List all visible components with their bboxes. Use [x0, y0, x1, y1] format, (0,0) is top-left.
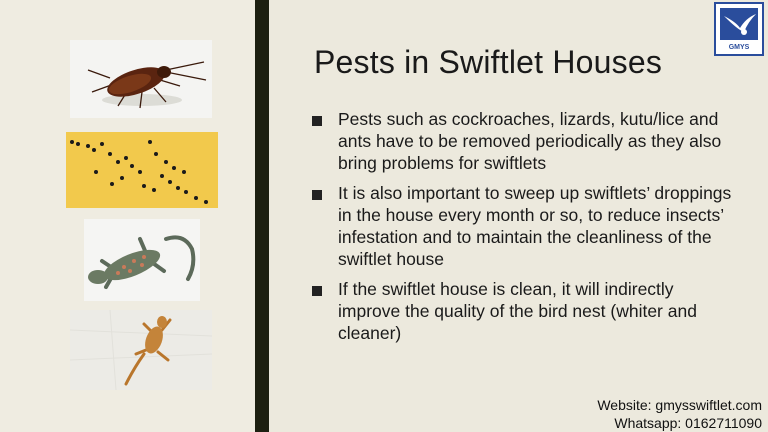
whatsapp-text: Whatsapp: 0162711090	[614, 415, 762, 431]
bullet-text: If the swiftlet house is clean, it will indirectly improve the quality of the bird nest (whiter and cleaner)	[338, 279, 697, 343]
list-item	[312, 182, 732, 270]
bullet-text: Pests such as cockroaches, lizards, kutu/lice and ants have to be removed periodically as they also bring problems for swiftlets	[338, 109, 722, 173]
square-bullet-icon	[312, 286, 322, 296]
website-text: Website: gmysswiftlet.com	[597, 397, 762, 413]
list-item	[312, 108, 732, 174]
contact-info	[597, 396, 762, 432]
square-bullet-icon	[312, 116, 322, 126]
slide-title: Pests in Swiftlet Houses	[314, 44, 663, 80]
bullet-text: It is also important to sweep up swiftlets’ droppings in the house every month or so, to reduce insects’ infestation and to maintain the cleanliness of the swiftlet house	[338, 183, 732, 269]
gecko-photo	[84, 219, 200, 301]
square-bullet-icon	[312, 190, 322, 200]
cockroach-photo	[70, 40, 212, 118]
bullet-list	[312, 108, 732, 352]
list-item	[312, 278, 732, 344]
swiftlet-bird-icon	[720, 8, 758, 40]
gmys-logo	[714, 2, 764, 56]
ants-photo	[66, 132, 218, 208]
divider-bar	[255, 0, 269, 432]
logo-text: GMYS	[728, 44, 750, 51]
lizard-photo	[70, 310, 212, 390]
